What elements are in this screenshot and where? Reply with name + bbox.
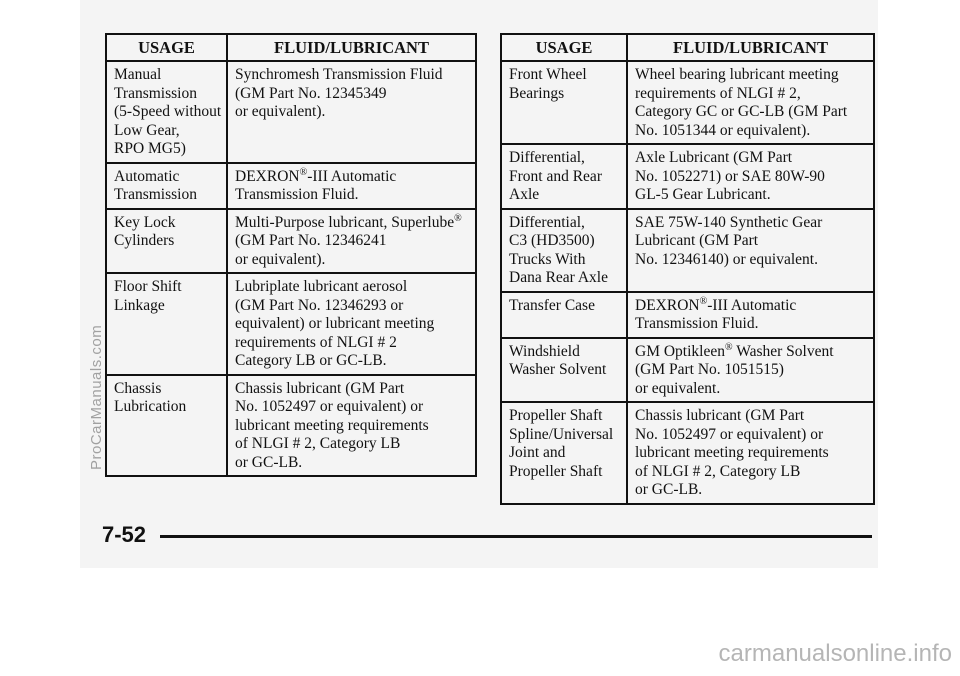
table-row [501,61,874,144]
header-fluid-lubricant: FLUID/LUBRICANT [227,34,476,61]
fluid-text: or GC-LB. [235,453,303,471]
fluid-text: No. 1052271) or SAE 80W-90 [635,167,825,185]
fluid-cell [627,338,874,403]
fluid-cell [627,209,874,292]
lubricant-table-right [500,33,875,505]
usage-text: Transfer Case [509,296,595,314]
usage-cell [501,61,627,144]
table-row [501,144,874,209]
fluid-text: (GM Part No. 12346241 [235,232,387,249]
usage-text: Front and Rear [509,167,602,185]
fluid-text: No. 1052497 or equivalent) or [235,398,424,415]
header-usage: USAGE [106,34,227,61]
usage-cell [501,144,627,209]
fluid-text: of NLGI # 2, Category LB [235,435,401,452]
fluid-cell [627,292,874,338]
usage-cell [501,338,627,403]
fluid-cell [627,402,874,504]
usage-text: Differential, [509,213,585,231]
bottom-watermark: carmanualsonline.info [718,640,952,667]
usage-text: Spline/Universal [509,425,614,443]
fluid-text: Synchromesh Transmission Fluid [235,66,443,83]
fluid-text: GL-5 Gear Lubricant. [635,186,771,203]
usage-text: (5-Speed without [114,103,222,120]
fluid-text: or equivalent. [635,379,721,397]
usage-text: Axle [509,186,540,203]
fluid-text: No. 12346140) or equivalent. [635,250,818,268]
fluid-text: lubricant meeting requirements [235,416,429,434]
table-row [501,402,874,504]
usage-cell [106,273,227,375]
table-row [106,209,476,274]
fluid-text: equivalent) or lubricant meeting [235,315,435,332]
usage-text: Dana Rear Axle [509,269,608,286]
table-row [106,375,476,477]
fluid-text: GM Optikleen® Washer Solvent [635,341,834,360]
table-row [501,292,874,338]
usage-text: Floor Shift [114,278,182,295]
fluid-text: (GM Part No. 12345349 [235,84,387,102]
usage-text: Joint and [509,444,566,461]
usage-text: C3 (HD3500) [509,232,595,249]
page-number: 7-52 [102,522,147,547]
header-usage: USAGE [501,34,627,61]
fluid-text: or equivalent). [235,250,326,268]
usage-text: Chassis [114,379,162,397]
usage-cell [501,209,627,292]
fluid-text: Chassis lubricant (GM Part [635,407,805,424]
fluid-text: DEXRON®-III Automatic [235,166,397,185]
fluid-text: Transmission Fluid. [235,186,359,203]
fluid-text: Multi-Purpose lubricant, Superlube® [235,212,462,231]
fluid-text: DEXRON®-III Automatic [635,295,797,314]
fluid-text: Category GC or GC-LB (GM Part [635,103,848,120]
fluid-text: Axle Lubricant (GM Part [635,149,793,166]
fluid-text: No. 1052497 or equivalent) or [635,425,824,443]
table-row [501,209,874,292]
usage-text: Cylinders [114,232,175,249]
usage-text: Manual [114,66,162,83]
fluid-text: (GM Part No. 12346293 or [235,296,404,314]
fluid-text: Lubriplate lubricant aerosol [235,278,408,295]
fluid-text: Transmission Fluid. [635,315,759,332]
usage-text: Differential, [509,149,585,166]
fluid-cell [227,273,476,375]
fluid-text: Chassis lubricant (GM Part [235,379,405,397]
usage-text: RPO MG5) [114,140,186,157]
fluid-cell [627,61,874,144]
footer-rule [160,535,872,538]
usage-text: Windshield [509,342,580,360]
fluid-text: Lubricant (GM Part [635,232,759,249]
fluid-text: or GC-LB. [635,481,703,498]
usage-text: Trucks With [509,250,586,268]
fluid-text: requirements of NLGI # 2, [635,84,801,102]
usage-cell [501,292,627,338]
usage-text: Washer Solvent [509,361,607,378]
fluid-cell [627,144,874,209]
fluid-cell [227,61,476,163]
fluid-text: lubricant meeting requirements [635,444,829,461]
usage-text: Automatic [114,167,180,185]
lubricant-table-left [105,33,477,477]
table-header-row [501,34,874,61]
usage-cell [106,209,227,274]
table-row [106,163,476,209]
fluid-cell [227,375,476,477]
fluid-text: Category LB or GC-LB. [235,352,387,369]
fluid-text: SAE 75W-140 Synthetic Gear [635,213,823,231]
fluid-text: (GM Part No. 1051515) [635,361,784,378]
usage-cell [106,61,227,163]
usage-cell [106,375,227,477]
fluid-text: No. 1051344 or equivalent). [635,121,811,139]
usage-text: Linkage [114,296,165,314]
usage-text: Propeller Shaft [509,407,603,424]
fluid-text: requirements of NLGI # 2 [235,333,397,351]
usage-text: Low Gear, [114,121,180,139]
usage-text: Key Lock [114,213,176,231]
usage-cell [106,163,227,209]
fluid-cell [227,163,476,209]
table-row [106,273,476,375]
usage-text: Transmission [114,84,197,102]
header-fluid-lubricant: FLUID/LUBRICANT [627,34,874,61]
table-row [106,61,476,163]
fluid-text: Wheel bearing lubricant meeting [635,66,839,83]
usage-cell [501,402,627,504]
fluid-cell [227,209,476,274]
usage-text: Transmission [114,186,197,203]
usage-text: Front Wheel [509,66,587,83]
table-header-row [106,34,476,61]
usage-text: Propeller Shaft [509,462,603,480]
usage-text: Lubrication [114,398,187,415]
fluid-text: or equivalent). [235,103,326,120]
fluid-text: of NLGI # 2, Category LB [635,462,801,480]
table-row [501,338,874,403]
side-watermark-text: ProCarManuals.com [88,324,105,470]
usage-text: Bearings [509,84,565,102]
